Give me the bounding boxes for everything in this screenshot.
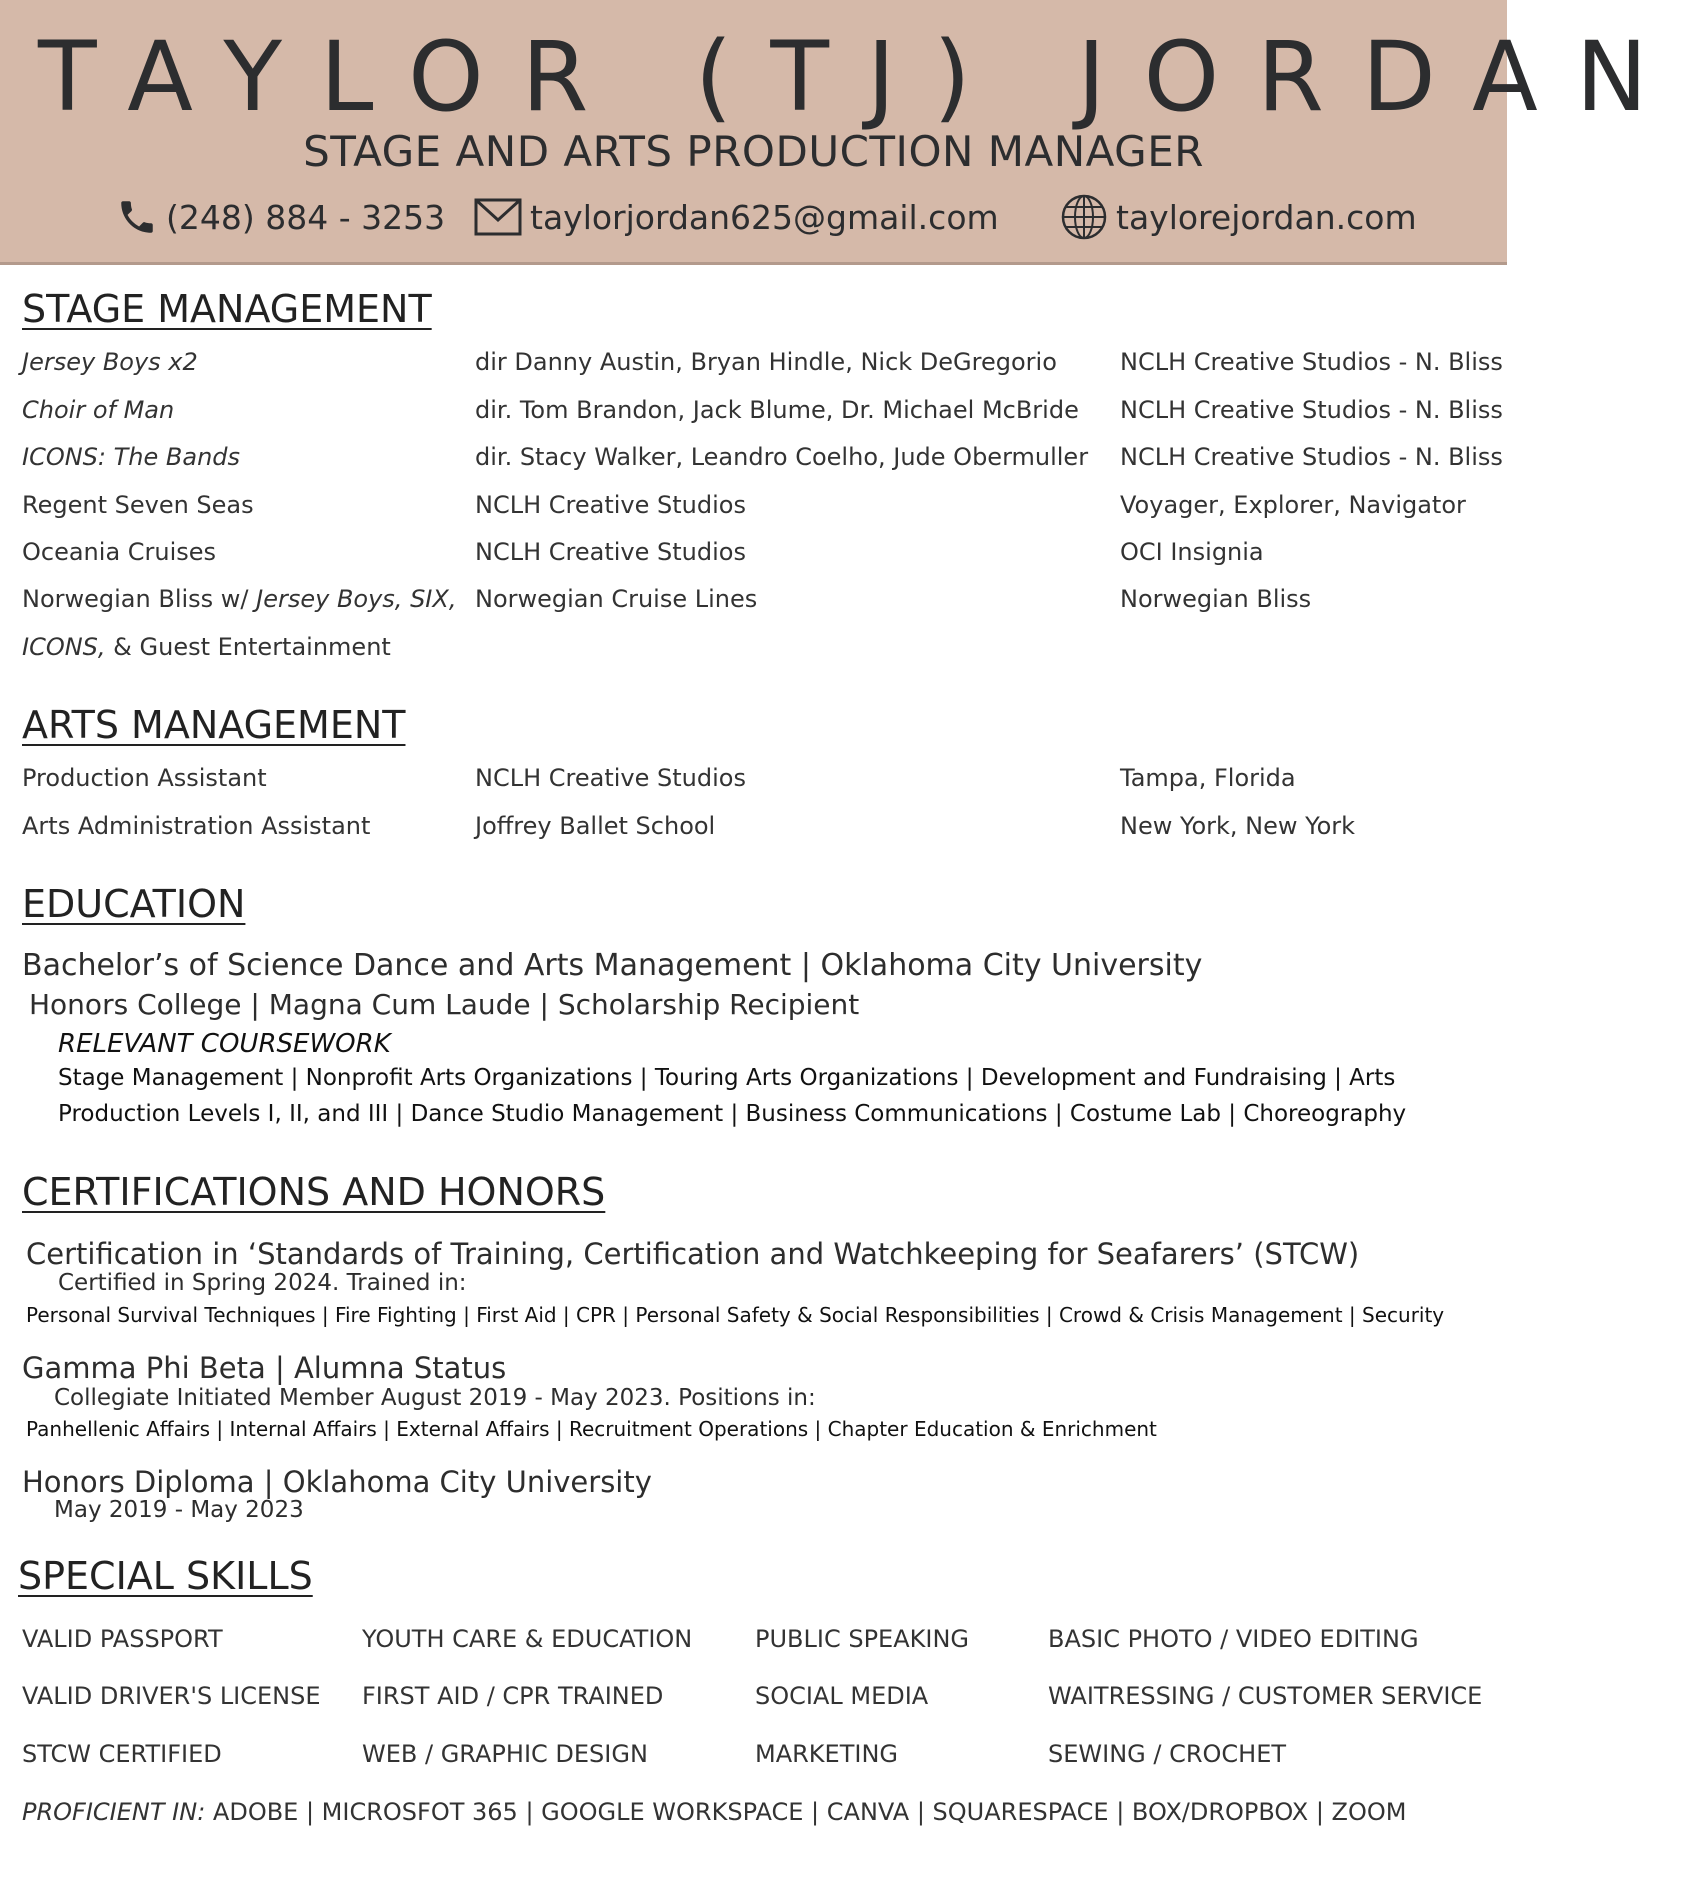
gpb-title: Gamma Phi Beta | Alumna Status	[22, 1351, 507, 1385]
stage-directors: NCLH Creative Studios	[475, 491, 746, 519]
diploma-title: Honors Diploma | Oklahoma City University	[22, 1465, 652, 1499]
stage-show: Regent Seven Seas	[22, 491, 254, 519]
stage-show: Choir of Man	[22, 396, 175, 424]
stage-show: ICONS: The Bands	[22, 443, 241, 471]
stcw-training-list: Personal Survival Techniques | Fire Fighting | First Aid | CPR | Personal Safety & Social Responsibilities | Crowd & Crisis Management | Security	[26, 1303, 1445, 1327]
skill-item: VALID DRIVER'S LICENSE	[22, 1682, 321, 1710]
gpb-subtitle: Collegiate Initiated Member August 2019 - May 2023. Positions in:	[54, 1385, 816, 1411]
special-skills-heading: SPECIAL SKILLS	[18, 1554, 313, 1598]
candidate-name: TAYLOR (TJ) JORDAN	[38, 21, 1686, 133]
stage-directors: dir. Tom Brandon, Jack Blume, Dr. Michael McBride	[475, 396, 1079, 424]
arts-organization: NCLH Creative Studios	[475, 764, 746, 792]
arts-location: New York, New York	[1120, 812, 1356, 840]
stage-show	[22, 585, 456, 613]
skill-item: YOUTH CARE & EDUCATION	[362, 1625, 693, 1653]
stage-row	[0, 443, 1507, 483]
skill-item: STCW CERTIFIED	[22, 1740, 222, 1768]
phone-icon	[116, 196, 158, 238]
stage-row	[0, 633, 1507, 673]
stage-row	[0, 348, 1507, 388]
proficient-label: PROFICIENT IN:	[22, 1798, 206, 1826]
envelope-icon	[474, 198, 522, 236]
stage-directors: NCLH Creative Studios	[475, 538, 746, 566]
skill-item: WEB / GRAPHIC DESIGN	[362, 1740, 648, 1768]
skill-item: WAITRESSING / CUSTOMER SERVICE	[1048, 1682, 1483, 1710]
skill-item: VALID PASSPORT	[22, 1625, 223, 1653]
coursework-line: Production Levels I, II, and III | Dance Studio Management | Business Communications | Costume Lab | Choreography	[58, 1101, 1407, 1127]
phone-number: (248) 884 - 3253	[166, 197, 446, 237]
proficient-list: ADOBE | MICROSFOT 365 | GOOGLE WORKSPACE | CANVA | SQUARESPACE | BOX/DROPBOX | ZOOM	[212, 1798, 1407, 1826]
degree: Bachelor’s of Science Dance and Arts Management | Oklahoma City University	[22, 948, 1203, 983]
stage-show: Jersey Boys x2	[22, 348, 198, 376]
stage-directors: Norwegian Cruise Lines	[475, 585, 758, 613]
arts-role: Arts Administration Assistant	[22, 812, 371, 840]
website-contact[interactable]	[1060, 192, 1417, 242]
stage-venue: NCLH Creative Studios - N. Bliss	[1120, 396, 1503, 424]
arts-organization: Joffrey Ballet School	[475, 812, 716, 840]
skill-item: SEWING / CROCHET	[1048, 1740, 1287, 1768]
stage-row	[0, 585, 1507, 625]
globe-icon	[1060, 193, 1108, 241]
stage-row	[0, 396, 1507, 436]
arts-location: Tampa, Florida	[1120, 764, 1296, 792]
stage-venue: NCLH Creative Studios - N. Bliss	[1120, 348, 1503, 376]
stcw-title: Certification in ‘Standards of Training, Certification and Watchkeeping for Seafarers’ (STCW)	[26, 1237, 1360, 1271]
stage-venue: OCI Insignia	[1120, 538, 1264, 566]
stage-show: Oceania Cruises	[22, 538, 217, 566]
stage-row	[0, 491, 1507, 531]
stage-show-titles: ICONS,	[22, 633, 106, 661]
stage-directors: dir. Stacy Walker, Leandro Coelho, Jude Obermuller	[475, 443, 1089, 471]
arts-role: Production Assistant	[22, 764, 267, 792]
gpb-positions-list: Panhellenic Affairs | Internal Affairs | External Affairs | Recruitment Operations | Chapter Education & Enrichment	[26, 1417, 1157, 1441]
website-url: taylorejordan.com	[1116, 197, 1417, 237]
skill-item: PUBLIC SPEAKING	[755, 1625, 969, 1653]
phone-contact[interactable]	[116, 192, 445, 242]
coursework-line: Stage Management | Nonprofit Arts Organizations | Touring Arts Organizations | Development and Fundraising | Arts	[58, 1065, 1396, 1091]
skill-item: FIRST AID / CPR TRAINED	[362, 1682, 664, 1710]
stage-venue: Voyager, Explorer, Navigator	[1120, 491, 1466, 519]
email-contact[interactable]	[474, 192, 999, 242]
stage-show	[22, 633, 391, 661]
skill-item: SOCIAL MEDIA	[755, 1682, 929, 1710]
stage-show-suffix: & Guest Entertainment	[105, 633, 391, 661]
header-banner	[0, 0, 1686, 265]
stage-management-heading: STAGE MANAGEMENT	[22, 287, 432, 331]
diploma-dates: May 2019 - May 2023	[54, 1497, 304, 1523]
arts-management-heading: ARTS MANAGEMENT	[22, 703, 406, 747]
skill-item: BASIC PHOTO / VIDEO EDITING	[1048, 1625, 1419, 1653]
stage-show-prefix: Norwegian Bliss w/	[22, 585, 257, 613]
stage-directors: dir Danny Austin, Bryan Hindle, Nick DeGregorio	[475, 348, 1057, 376]
arts-row	[0, 812, 1507, 852]
degree-honors: Honors College | Magna Cum Laude | Scholarship Recipient	[29, 988, 860, 1021]
certifications-heading: CERTIFICATIONS AND HONORS	[22, 1170, 606, 1214]
proficiency-line	[22, 1798, 1407, 1826]
stage-venue: Norwegian Bliss	[1120, 585, 1312, 613]
stage-show-titles: Jersey Boys, SIX,	[256, 585, 457, 613]
job-title: STAGE AND ARTS PRODUCTION MANAGER	[303, 127, 1204, 176]
arts-row	[0, 764, 1507, 804]
email-address: taylorjordan625@gmail.com	[530, 197, 999, 237]
education-heading: EDUCATION	[22, 882, 246, 926]
coursework-heading: RELEVANT COURSEWORK	[58, 1029, 391, 1059]
skill-item: MARKETING	[755, 1740, 898, 1768]
stcw-subtitle: Certified in Spring 2024. Trained in:	[58, 1270, 467, 1296]
stage-venue: NCLH Creative Studios - N. Bliss	[1120, 443, 1503, 471]
stage-row	[0, 538, 1507, 578]
